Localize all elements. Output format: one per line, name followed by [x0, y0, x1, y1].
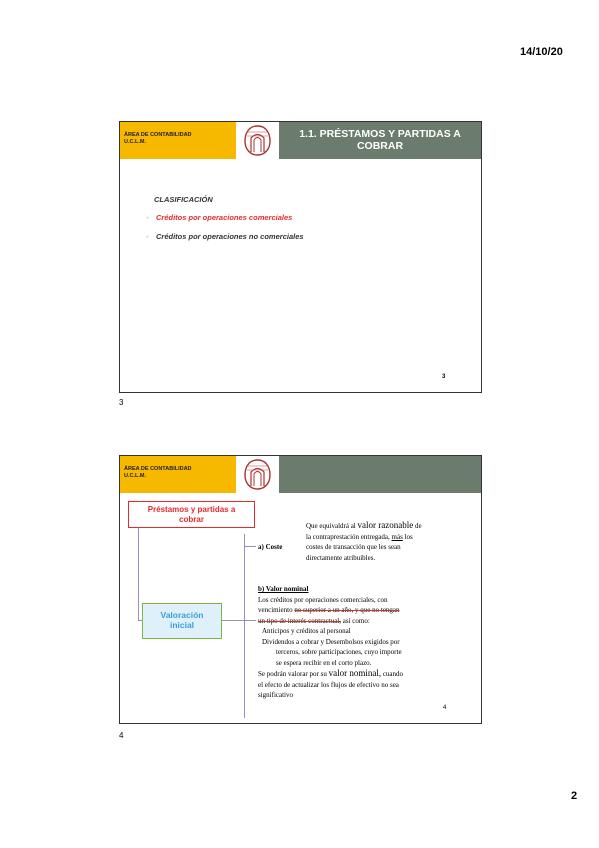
topic-box	[128, 501, 255, 528]
text-run: costes de transacción que les sean	[306, 543, 401, 551]
text-run: Anticipos y créditos al personal	[262, 627, 351, 635]
slide-page-number: 3	[442, 374, 446, 380]
dept-university: U.C.L.M.	[124, 139, 146, 145]
text-run: cuando	[382, 670, 404, 678]
slide-title-line2: COBRAR	[356, 140, 404, 152]
dept-name: ÁREA DE CONTABILIDAD	[124, 466, 192, 472]
slide-caption-number: 4	[119, 731, 124, 740]
slide-page-number: 4	[443, 705, 447, 711]
text-run: de	[414, 522, 422, 530]
header-dept-block	[120, 122, 236, 159]
list-item-label: Créditos por operaciones no comerciales	[156, 232, 304, 241]
text-run: directamente atribuibles.	[306, 553, 376, 562]
text-run: Que equivaldrá al	[306, 522, 356, 530]
dept-university: U.C.L.M.	[124, 473, 146, 479]
text-run: Se podrán valorar por su	[258, 670, 327, 678]
slide-3	[119, 121, 482, 393]
text-run: se espera recibir en el corto plazo.	[276, 658, 372, 667]
university-crest-icon	[236, 456, 279, 493]
valor-nominal-label: b) Valor nominal	[258, 585, 309, 593]
page-date: 14/10/20	[520, 46, 563, 58]
text-run: un tipo de interés contractual,	[258, 616, 341, 625]
section-heading: CLASIFICACIÓN	[154, 195, 213, 204]
slide-caption-number: 3	[119, 398, 124, 407]
text-run: el efecto de actualizar los flujos de efectivo no sea	[258, 680, 399, 689]
valuation-box-line1: Valoración	[160, 610, 204, 620]
coste-label: a) Coste	[258, 543, 283, 551]
text-run: Los créditos por operaciones comerciales, con	[258, 595, 388, 604]
slide-4	[119, 455, 482, 724]
page-number: 2	[571, 790, 578, 802]
list-item	[146, 232, 304, 241]
bullet-icon: ◦	[146, 232, 149, 241]
text-run: los	[404, 532, 413, 541]
university-crest-icon	[236, 122, 279, 159]
coste-description	[306, 520, 476, 563]
text-run: así como:	[342, 616, 370, 625]
text-run: valor nominal,	[328, 668, 382, 678]
text-run: Dividendos a cobrar y Desembolsos exigidos por	[262, 637, 400, 646]
connector-line	[222, 620, 244, 621]
header-title-block	[279, 456, 481, 493]
topic-box-line2: cobrar	[179, 515, 204, 524]
connector-bracket	[244, 534, 245, 718]
slide-title-line1: 1.1. PRÉSTAMOS Y PARTIDAS A	[299, 128, 461, 140]
list-item-label: Créditos por operaciones comerciales	[156, 213, 293, 222]
text-run: valor razonable	[357, 520, 414, 530]
valuation-box	[142, 603, 222, 639]
text-run: no superior a un año, y que no tengan	[294, 606, 400, 614]
connector-line	[138, 528, 139, 620]
valuation-box-line2: inicial	[169, 620, 195, 630]
list-item	[146, 213, 292, 222]
slide-header	[120, 122, 481, 159]
text-run: vencimiento	[258, 606, 293, 614]
dept-name: ÁREA DE CONTABILIDAD	[124, 132, 192, 138]
text-run: terceros, sobre participaciones, cuyo importe	[276, 648, 402, 656]
connector-line	[244, 620, 256, 621]
topic-box-line1: Préstamos y partidas a	[147, 505, 236, 514]
text-run: significativo	[258, 691, 293, 699]
bullet-icon: ◦	[146, 213, 149, 222]
header-dept-block	[120, 456, 236, 493]
header-title-block	[279, 122, 481, 159]
slide-header	[120, 456, 481, 493]
connector-line	[244, 546, 256, 547]
valor-nominal-section	[258, 584, 478, 701]
text-run: la contraprestación entregada,	[306, 532, 390, 541]
text-run: más	[391, 532, 403, 541]
